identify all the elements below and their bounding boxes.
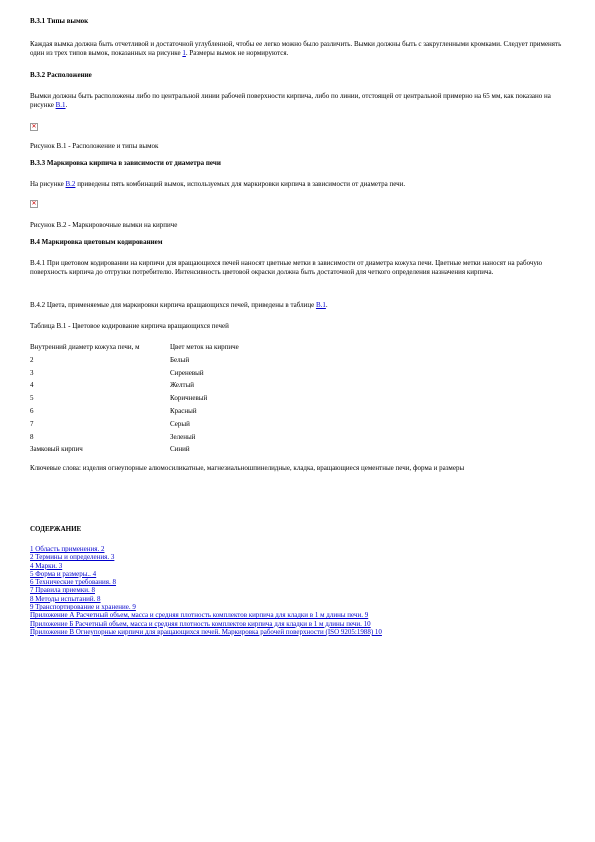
- section-b31-body: [30, 40, 570, 57]
- table-row: 3 Сиреневый: [30, 368, 204, 377]
- paragraph: В.4.1 При цветовом кодировании на кирпичи для вращающихся печей наносят цветные метки в зависимости от диаметра кожуха печи. Цветные метки наносят на рабочую поверхность кирпича до отгрузки потребителю. Интенсивность цветовой окраски должна быть достаточной для четкого определения назначения кирпича.: [30, 259, 543, 276]
- toc-link[interactable]: 7 Правила приемки. 8: [30, 586, 95, 595]
- figure-caption: Рисунок В.2 - Маркировочные вымки на кирпиче: [30, 221, 178, 229]
- toc-link[interactable]: 2 Термины и определения. 3: [30, 553, 115, 562]
- toc-link[interactable]: 9 Транспортирование и хранение. 9: [30, 603, 136, 612]
- section-b33: [30, 159, 570, 168]
- toc-link[interactable]: 5 Форма и размеры.. 4: [30, 569, 97, 578]
- toc-link[interactable]: 4 Марки. 3: [30, 561, 63, 570]
- table-header-cell: Внутренний диаметр кожуха печи, м: [30, 343, 140, 351]
- section-heading: В.3.3 Маркировка кирпича в зависимости от диаметра печи: [30, 159, 221, 167]
- keywords: Ключевые слова: изделия огнеупорные алюмосиликатные, магнезиальношпинелидные, кладка, вращающиеся цементные печи, форма и размеры: [30, 464, 465, 472]
- table-row: 2 Белый: [30, 355, 190, 364]
- paragraph: Вымки должны быть расположены либо по центральной линии рабочей поверхности кирпича, либо по линии, отстоящей от центральной примерно на 65 мм, как показано на рисунке В.1.: [30, 92, 551, 109]
- table-row: 7 Серый: [30, 419, 190, 428]
- figure-caption: Рисунок В.1 - Расположение и типы вымок: [30, 142, 159, 150]
- section-b31: [30, 17, 570, 26]
- toc-link[interactable]: 6 Технические требования. 8: [30, 578, 117, 587]
- broken-image-icon: [30, 123, 38, 131]
- broken-image-icon: [30, 200, 38, 208]
- table-row: 6 Красный: [30, 406, 197, 415]
- toc-link[interactable]: Приложение В Огнеупорные кирпичи для вращающихся печей. Маркировка рабочей поверхности (ISO 9205:1988) 10: [30, 627, 382, 636]
- toc-link[interactable]: Приложение А Расчетный объем, масса и средняя плотность комплектов кирпича для кладки в 1 м длины печи. 9: [30, 611, 369, 620]
- table-link[interactable]: В.1: [315, 301, 326, 309]
- paragraph: Каждая вымка должна быть отчетливой и достаточной углубленной, чтобы ее легко можно было различить. Вымки должны быть с закругленными кромками. Следует применять один из трех типов вымок, показанных на рисунке 1. Размеры вымок не нормируются.: [30, 40, 562, 57]
- figure-link[interactable]: В.2: [65, 180, 76, 188]
- figure-b1: [30, 123, 570, 134]
- table-row: 4 Желтый: [30, 381, 195, 390]
- toc-link[interactable]: Приложение Б Расчетный объем, масса и средняя плотность комплектов кирпича для кладки в 1 м длины печи. 10: [30, 619, 371, 628]
- figure-link[interactable]: 1: [182, 48, 186, 57]
- section-b33-body: [30, 180, 570, 189]
- figure-link[interactable]: В.1: [55, 100, 66, 109]
- figure-b2: [30, 200, 570, 211]
- toc-link[interactable]: 8 Методы испытаний. 8: [30, 594, 101, 603]
- section-b32-body: [30, 92, 570, 109]
- section-b41: [30, 259, 570, 276]
- section-heading: В.3.1 Типы вымок: [30, 17, 89, 25]
- table-row: 5 Коричневый: [30, 394, 208, 403]
- section-heading: В.3.2 Расположение: [30, 71, 92, 79]
- section-b4: [30, 238, 570, 247]
- color-table: [30, 343, 570, 458]
- paragraph: В.4.2 Цвета, применяемые для маркировки кирпича вращающихся печей, приведены в таблице В.1.: [30, 301, 328, 309]
- table-header-cell: Цвет меток на кирпиче: [170, 343, 239, 351]
- paragraph: На рисунке В.2 приведены пять комбинаций вымок, используемых для маркировки кирпича в зависимости от диаметра печи.: [30, 180, 406, 188]
- table-caption: Таблица В.1 - Цветовое кодирование кирпича вращающихся печей: [30, 322, 229, 330]
- toc-title: СОДЕРЖАНИЕ: [30, 525, 82, 533]
- table-row: Замковый кирпич Синий: [30, 445, 190, 454]
- toc-link[interactable]: 1 Область применения. 2: [30, 545, 105, 553]
- table-header-row: [30, 343, 239, 356]
- table-row: 8 Зеленый: [30, 432, 196, 441]
- table-of-contents: [30, 545, 570, 636]
- section-heading: В.4 Маркировка цветовым кодированием: [30, 238, 163, 246]
- section-b32: [30, 71, 570, 80]
- section-b42: [30, 301, 570, 310]
